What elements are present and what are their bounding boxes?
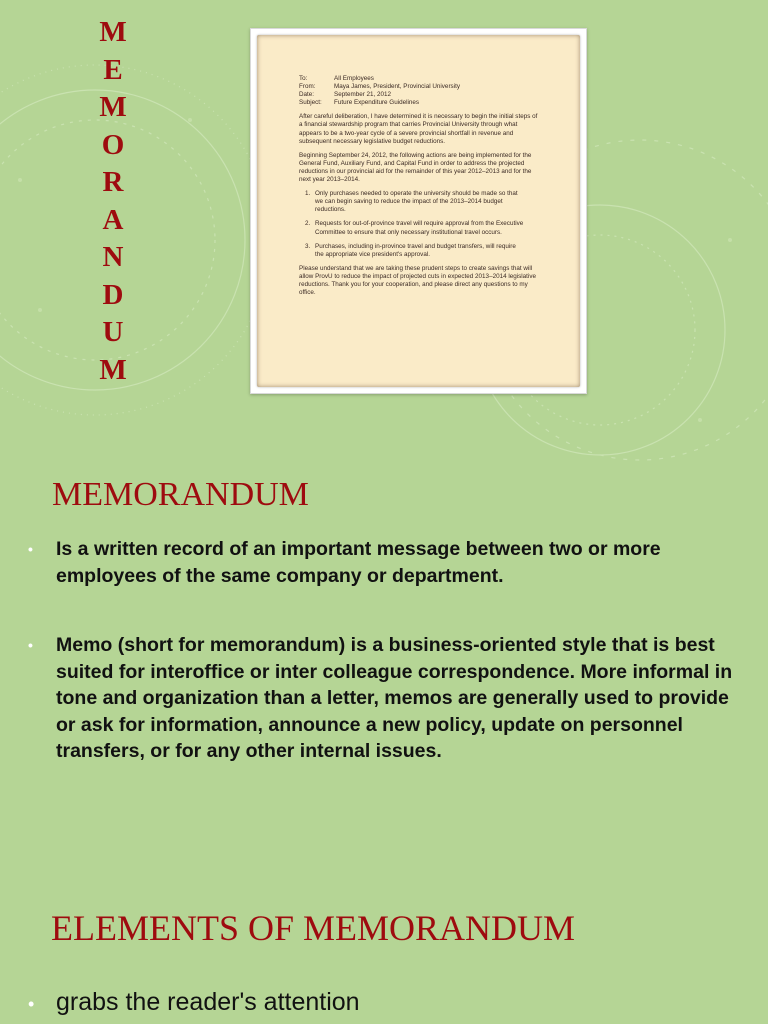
memo-header-label: Date: (299, 91, 315, 99)
bullet-icon: • (28, 541, 33, 557)
memo-header-label: To: (299, 75, 308, 82)
memo-header-value: Future Expenditure Guidelines (334, 99, 420, 107)
memo-list-number: 3. (305, 242, 311, 250)
vertical-title-letter: U (102, 316, 124, 348)
memo-header (299, 75, 539, 107)
vertical-title-letter: M (99, 353, 127, 386)
memo-list-text: Purchases, including in-province travel and budget transfers, will require the appropriate vice president's approval. (315, 242, 516, 258)
memo-list-item (299, 220, 539, 236)
memo-list-text: Requests for out-of-province travel will require approval from the Executive Committee to ensure that only necessary institutional travel occurs. (315, 220, 524, 236)
memorandum-heading: MEMORANDUM (52, 476, 309, 513)
memo-header-label: From: (299, 83, 316, 91)
bullet-text: Is a written record of an important message between two or more employees of the same company or department. (56, 538, 661, 587)
vertical-title-letter: E (103, 53, 123, 86)
bullet-text: Memo (short for memorandum) is a business-oriented style that is best suited for interoffice or inter colleague correspondence. More informal in tone and organization than a letter, memos are generally used to provide or ask for information, announce a new policy, update on personnel transfers, or for any other internal issues. (56, 634, 733, 762)
vertical-title-letter: M (99, 91, 127, 123)
memo-paragraph: Please understand that we are taking these prudent steps to create savings that will allow ProvU to reduce the impact of projected cuts in expected 2013–2014 legislative reductions. Thank you for your cooperation, and please direct any questions to my office. (299, 264, 536, 297)
bullet-text: grabs the reader's attention (56, 988, 360, 1016)
elements-heading: ELEMENTS OF MEMORANDUM (51, 908, 576, 948)
memo-text (299, 75, 539, 303)
bullet-icon: • (28, 994, 35, 1014)
vertical-title (93, 14, 133, 389)
element-bullet (28, 987, 738, 1017)
memo-header-value: Maya James, President, Provincial University (334, 83, 460, 91)
vertical-title-letter: O (101, 128, 125, 161)
memo-header-value: September 21, 2012 (334, 91, 392, 99)
vertical-title-letter: D (102, 278, 124, 311)
memo-list-number: 2. (305, 220, 311, 228)
memo-paragraph: After careful deliberation, I have determined it is necessary to begin the initial steps of a financial stewardship program that carries Provincial University through what appears to be a two-year cycle of a severe provincial shortfall in revenue and subsequent necessary legislative budget reductions. (299, 113, 538, 145)
memo-example-image (250, 28, 587, 394)
memo-paragraph: Beginning September 24, 2012, the following actions are being implemented for the General Fund, Auxiliary Fund, and Capital Fund in order to address the projected reductions in our provincial aid for the remainder of this year 2012–2013 and for the next year 2013–2014. (299, 151, 532, 184)
memo-list-item (299, 243, 539, 259)
memo-header-value: All Employees (334, 75, 374, 82)
vertical-title-letter: M (99, 16, 127, 48)
vertical-title-letter: A (102, 203, 124, 236)
vertical-title-letter: N (102, 241, 124, 273)
memo-action-list (299, 190, 539, 259)
memo-list-item (299, 190, 539, 214)
bullet-icon: • (28, 637, 33, 653)
definition-bullet (28, 536, 738, 589)
memo-list-number: 1. (305, 190, 311, 198)
memo-header-label: Subject: (299, 99, 322, 107)
memo-list-text: Only purchases needed to operate the university should be made so that we can begin saving to reduce the impact of the 2013–2014 budget reductions. (315, 190, 518, 214)
definition-bullet (28, 632, 738, 765)
vertical-title-letter: R (102, 166, 124, 198)
